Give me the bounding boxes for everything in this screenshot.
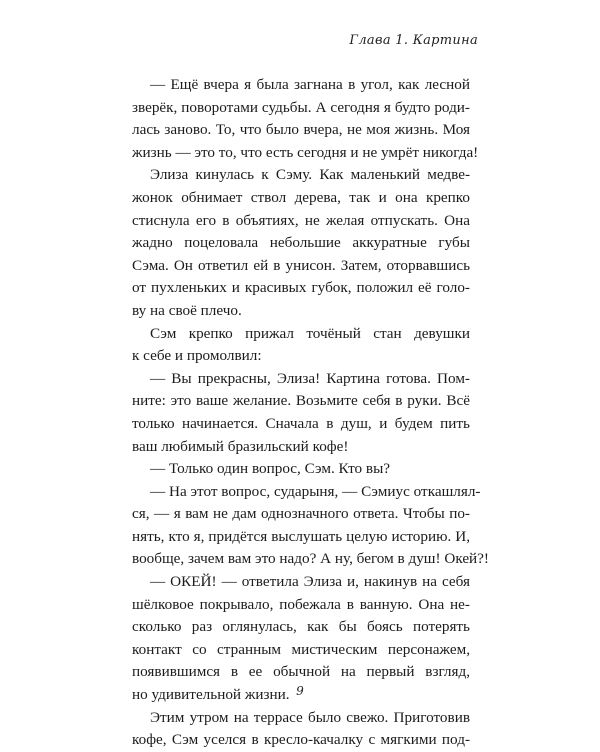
- text-line: вообще, зачем вам это надо? А ну, бегом в душ! Окей?!: [132, 550, 489, 568]
- text-line: — Только один вопрос, Сэм. Кто вы?: [150, 460, 391, 478]
- text-line: Этим утром на террасе было свежо. Приготовив: [150, 708, 470, 726]
- text-line: контакт со странным мистическим персонажем,: [132, 640, 470, 658]
- text-line: но удивительной жизни.: [132, 686, 290, 704]
- text-line: Сэма. Он ответил ей в унисон. Затем, оторвавшись: [132, 256, 470, 274]
- text-line: Элиза кинулась к Сэму. Как маленький медве-: [150, 166, 470, 184]
- text-line: от пухленьких и красивых губок, положил её голо-: [132, 279, 470, 297]
- text-line: сколько раз оглянулась, как бы боясь потерять: [132, 618, 470, 636]
- page-number: 9: [296, 684, 304, 698]
- text-line: Сэм крепко прижал точёный стан девушки: [150, 324, 470, 342]
- text-line: ся, — я вам не дам однозначного ответа. Чтобы по-: [132, 505, 470, 523]
- text-line: — На этот вопрос, сударыня, — Сэмиус откашлял-: [150, 482, 481, 500]
- text-line: шёлковое покрывало, побежала в ванную. Она не-: [132, 595, 470, 613]
- body-text: [132, 74, 489, 752]
- text-line: появившимся в ее обычной на первый взгляд,: [132, 663, 470, 681]
- text-line: ваш любимый бразильский кофе!: [132, 437, 349, 455]
- text-line: нять, кто я, придётся выслушать целую историю. И,: [132, 527, 470, 545]
- text-line: — Ещё вчера я была загнана в угол, как лесной: [150, 76, 470, 93]
- running-head: Глава 1. Картина: [349, 33, 478, 48]
- text-line: только начинается. Сначала в душ, и будем пить: [132, 414, 470, 432]
- text-line: — ОКЕЙ! — ответила Элиза и, накинув на себя: [150, 573, 470, 591]
- text-line: к себе и промолвил:: [132, 347, 262, 365]
- text-line: жизнь — это то, что есть сегодня и не умрёт никогда!: [132, 143, 479, 161]
- text-line: стиснула его в объятиях, не желая отпускать. Она: [132, 211, 470, 229]
- text-line: жонок обнимает ствол дерева, так и она крепко: [132, 188, 470, 206]
- text-line: кофе, Сэм уселся в кресло-качалку с мягкими под-: [132, 731, 470, 749]
- text-line: лась заново. То, что было вчера, не моя жизнь. Моя: [132, 121, 470, 139]
- text-line: зверёк, поворотами судьбы. А сегодня я будто роди-: [132, 98, 470, 116]
- text-line: жадно поцеловала небольшие аккуратные губы: [132, 234, 470, 252]
- text-line: ните: это ваше желание. Возьмите себя в руки. Всё: [132, 392, 470, 410]
- text-line: ву на своё плечо.: [132, 301, 242, 319]
- text-line: — Вы прекрасны, Элиза! Картина готова. Пом-: [150, 369, 470, 387]
